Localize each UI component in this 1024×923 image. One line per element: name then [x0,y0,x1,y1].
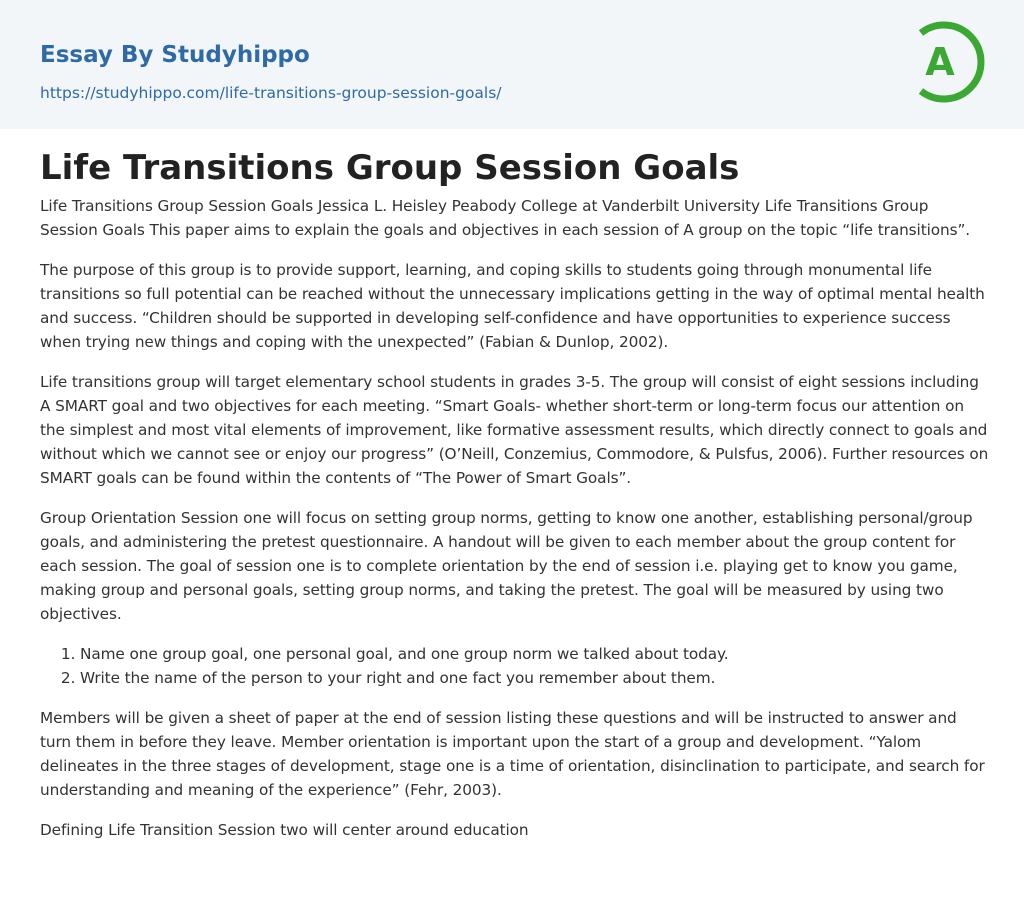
article-paragraph: Defining Life Transition Session two will center around education [40,821,529,839]
article-paragraph: Life transitions group will target elementary school students in grades 3-5. The group will consist of eight sessions including A SMART goal and two objectives for each meeting. “Smart Goals- whether short-term or long-term focus our attention on the simplest and most vital elements of improvement, like formative assessment results, which directly connect to goals and without which we cannot see or enjoy our progress” (O’Neill, Conzemius, Commodore, & Pulsfus, 2006). Further resources on SMART goals can be found within the contents of “The Power of Smart Goals”. [40,373,989,487]
article-body [40,194,990,858]
studyhippo-logo-icon[interactable] [908,18,988,106]
objectives-list [40,642,990,690]
site-title[interactable]: Essay By Studyhippo [40,42,310,68]
list-item: 1. Name one group goal, one personal goal, and one group norm we talked about today. [80,642,990,666]
page-url-link[interactable]: https://studyhippo.com/life-transitions-group-session-goals/ [40,84,502,102]
article-title: Life Transitions Group Session Goals [40,148,740,188]
article-paragraph: Group Orientation Session one will focus on setting group norms, getting to know one another, establishing personal/group goals, and administering the pretest questionnaire. A handout will be given to each member about the group content for each session. The goal of session one is to complete orientation by the end of session i.e. playing get to know you game, making group and personal goals, setting group norms, and taking the pretest. The goal will be measured by using two objectives. [40,509,973,623]
list-item: 2. Write the name of the person to your right and one fact you remember about them. [80,666,990,690]
article-paragraph: The purpose of this group is to provide support, learning, and coping skills to students going through monumental life transitions so full potential can be reached without the unnecessary implications getting in the way of optimal mental health and success. “Children should be supported in developing self-confidence and have opportunities to experience success when trying new things and coping with the unexpected” (Fabian & Dunlop, 2002). [40,261,985,351]
article-paragraph: Life Transitions Group Session Goals Jessica L. Heisley Peabody College at Vanderbilt University Life Transitions Group Session Goals This paper aims to explain the goals and objectives in each session of A group on the topic “life transitions”. [40,197,971,239]
article-paragraph: Members will be given a sheet of paper at the end of session listing these questions and will be instructed to answer and turn them in before they leave. Member orientation is important upon the start of a group and development. “Yalom delineates in the three stages of development, stage one is a time of orientation, disinclination to participate, and search for understanding and meaning of the experience” (Fehr, 2003). [40,709,985,799]
logo-letter: A [925,40,955,84]
